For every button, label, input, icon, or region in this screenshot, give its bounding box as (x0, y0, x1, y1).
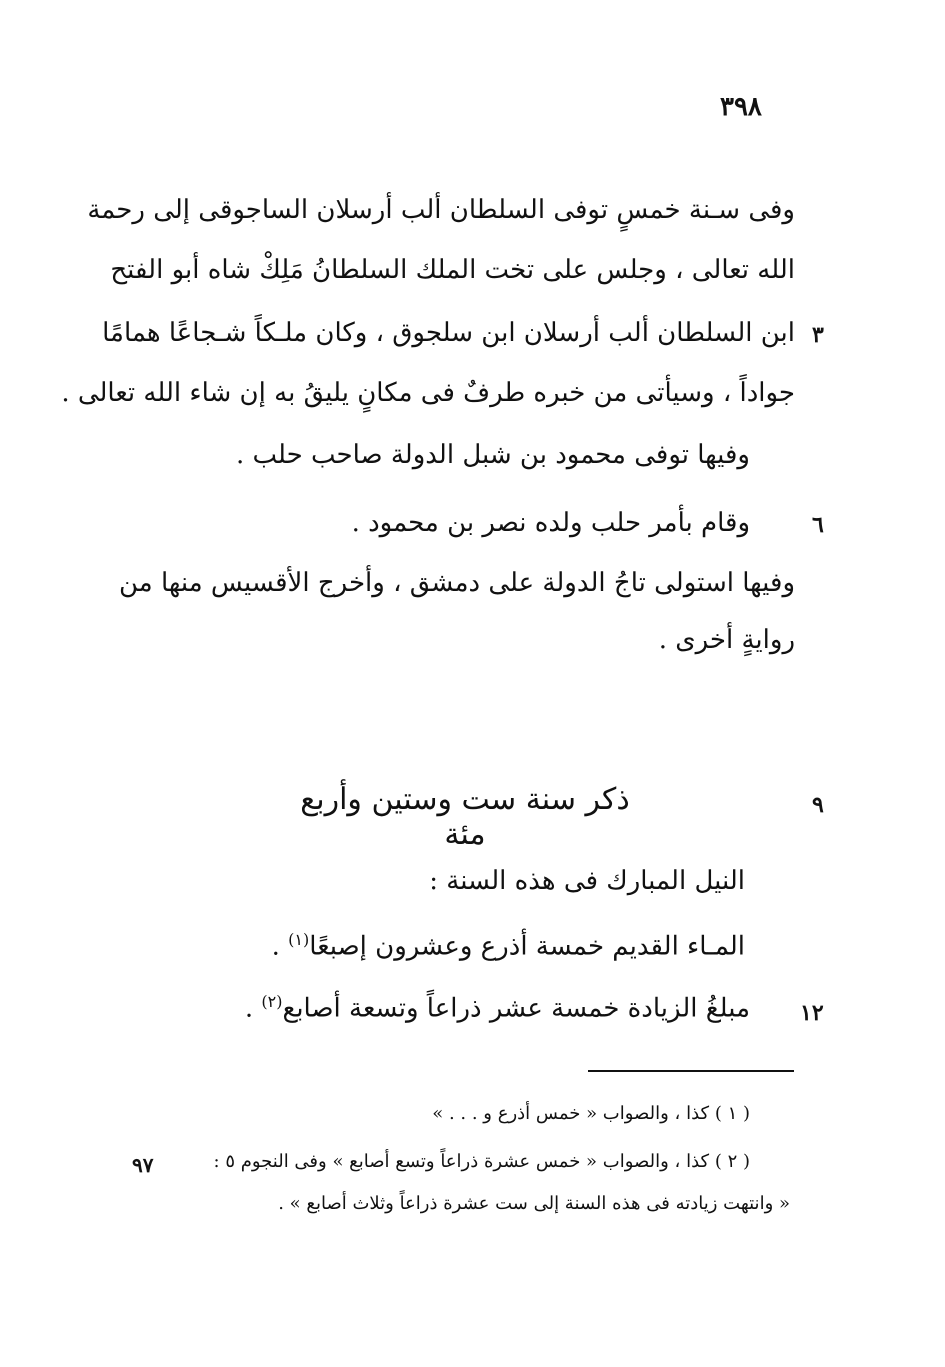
text-line: وفيها استولى تاجُ الدولة على دمشق ، وأخرج الأقسيس منها من (118, 568, 795, 598)
text-line-mahmud: وفيها توفى محمود بن شبل الدولة صاحب حلب . (235, 440, 750, 470)
text-line: وفى سـنة خمسٍ توفى السلطان ألب أرسلان الساجوقى إلى رحمة (87, 195, 795, 225)
footnote-2-line-1: ( ٢ ) كذا ، والصواب « خمس عشرة ذراعاً وتسع أصابع » وفى النجوم ٥ : (213, 1151, 750, 1172)
page-number: ٣٩٨ (720, 92, 762, 122)
footnote-2-reference: ٩٧ (132, 1153, 154, 1177)
footnote-ref-1: (١) (288, 930, 310, 949)
margin-line-number: ١٢ (800, 1000, 824, 1026)
text-line: جواداً ، وسيأتى من خبره طرفٌ فى مكانٍ يليقُ به إن شاء الله تعالى . (61, 378, 795, 408)
footnote-ref-2: (٢) (261, 992, 283, 1011)
nile-intro: النيل المبارك فى هذه السنة : (429, 866, 745, 896)
end-mark: . (271, 931, 280, 962)
text-line: ابن السلطان ألب أرسلان ابن سلجوق ، وكان ملـكاً شـجاعًا همامًا (102, 318, 795, 348)
nile-increase (244, 992, 750, 1024)
nile-old-water (245, 930, 745, 962)
footnote-separator (588, 1070, 794, 1072)
margin-line-number: ٦ (812, 512, 824, 538)
margin-line-number: ٩ (812, 792, 824, 818)
footnote-2-line-2: « وانتهت زيادته فى هذه السنة إلى ست عشرة ذراعاً وثلاث أصابع » . (278, 1193, 790, 1214)
end-mark: . (244, 993, 254, 1024)
text-line: الله تعالى ، وجلس على تخت الملك السلطانُ مَلِكْ شاه أبو الفتح (110, 255, 795, 285)
text-line: روايةٍ أخرى . (658, 625, 795, 655)
text-line-nasr: وقام بأمر حلب ولده نصر بن محمود . (351, 508, 750, 538)
margin-line-number: ٣ (812, 322, 824, 348)
footnote-1: ( ١ ) كذا ، والصواب « خمس أذرع و . . . » (432, 1103, 750, 1124)
section-heading: ذكر سنة ست وستين وأربع مئة (300, 782, 630, 852)
nile-increase-text: مبلغُ الزيادة خمسة عشر ذراعاً وتسعة أصابع (282, 993, 750, 1024)
nile-old-water-text: المـاء القديم خمسة أذرع وعشرون إصبعًا (309, 931, 745, 962)
